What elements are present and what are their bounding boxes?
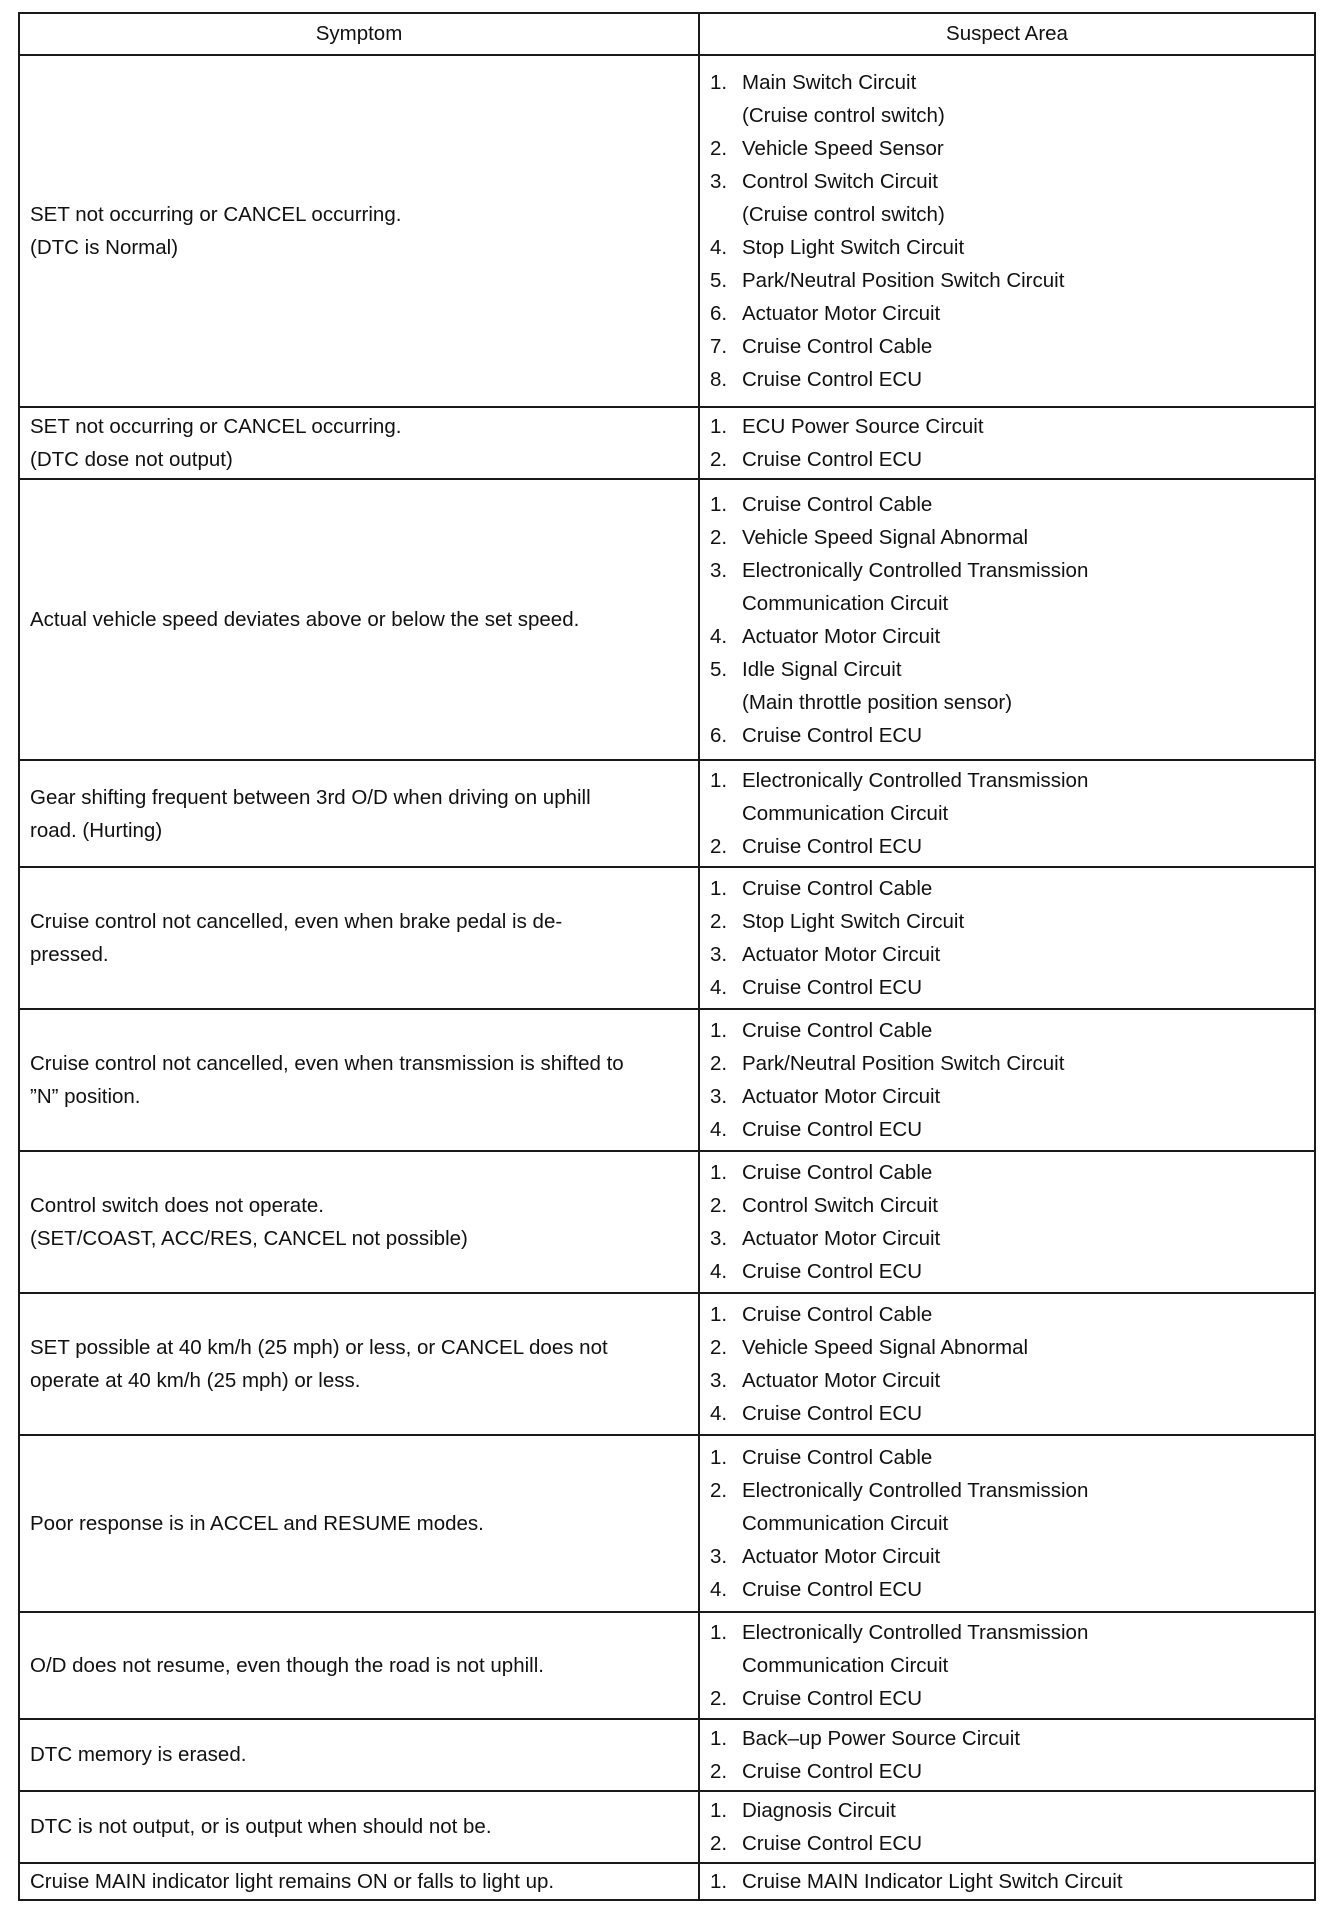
symptom-cell <box>19 407 699 479</box>
symptom-cell <box>19 760 699 867</box>
suspect-list-item <box>710 330 1304 363</box>
table-row <box>19 479 1315 761</box>
symptom-text: SET not occurring or CANCEL occurring. <box>30 414 402 438</box>
suspect-item-text: Cruise Control ECU <box>742 1402 922 1426</box>
suspect-item-number: 1. <box>710 769 728 793</box>
suspect-list-item <box>710 363 1304 396</box>
suspect-item-text: Cruise MAIN Indicator Light Switch Circuit <box>742 1869 1123 1893</box>
suspect-area-cell <box>699 1863 1315 1900</box>
suspect-item-number: 2. <box>710 835 728 859</box>
table-row <box>19 760 1315 867</box>
suspect-list-item <box>710 1397 1304 1430</box>
suspect-item-number: 2. <box>710 1336 728 1360</box>
suspect-item-subtext: (Cruise control switch) <box>742 202 945 226</box>
suspect-area-cell <box>699 1791 1315 1863</box>
suspect-area-cell <box>699 1009 1315 1151</box>
suspect-item-number: 1. <box>710 1726 728 1750</box>
suspect-list-item <box>710 1441 1304 1474</box>
suspect-list-item <box>710 1722 1304 1755</box>
suspect-item-text: Cruise Control Cable <box>742 1303 933 1327</box>
suspect-item-text: Electronically Controlled Transmission <box>742 1620 1089 1644</box>
suspect-item-text: Control Switch Circuit <box>742 1194 938 1218</box>
suspect-item-number: 5. <box>710 657 728 681</box>
symptom-text: ”N” position. <box>30 1085 141 1109</box>
suspect-item-text: Cruise Control ECU <box>742 367 922 391</box>
symptom-text: Cruise control not cancelled, even when transmission is shifted to <box>30 1052 624 1076</box>
suspect-list-item <box>710 971 1304 1004</box>
table-row <box>19 867 1315 1009</box>
suspect-item-subtext: (Cruise control switch) <box>742 103 945 127</box>
suspect-item-number: 7. <box>710 334 728 358</box>
suspect-list-item <box>710 1755 1304 1788</box>
suspect-list-item <box>710 1298 1304 1331</box>
symptom-text: DTC is not output, or is output when should not be. <box>30 1815 492 1839</box>
suspect-item-text: Cruise Control ECU <box>742 835 922 859</box>
symptom-text: Cruise MAIN indicator light remains ON or falls to light up. <box>30 1869 555 1893</box>
header-row <box>19 13 1315 55</box>
symptom-cell <box>19 1612 699 1719</box>
header-symptom: Symptom <box>19 13 699 55</box>
suspect-list-item <box>710 1014 1304 1047</box>
symptom-cell <box>19 1719 699 1791</box>
symptom-text: (DTC dose not output) <box>30 447 233 471</box>
suspect-list-item <box>710 719 1304 752</box>
suspect-item-number: 3. <box>710 558 728 582</box>
table-body <box>19 55 1315 1900</box>
suspect-item-subtext: Communication Circuit <box>742 802 949 826</box>
suspect-item-text: Cruise Control ECU <box>742 1686 922 1710</box>
suspect-list-item <box>710 1474 1304 1507</box>
suspect-item-number: 3. <box>710 943 728 967</box>
suspect-list-item <box>710 410 1304 443</box>
suspect-area-cell <box>699 1612 1315 1719</box>
suspect-item-number: 4. <box>710 624 728 648</box>
suspect-list-item <box>710 1113 1304 1146</box>
symptom-cell <box>19 867 699 1009</box>
suspect-area-cell <box>699 867 1315 1009</box>
suspect-item-text: Cruise Control ECU <box>742 1118 922 1142</box>
symptom-cell <box>19 55 699 407</box>
suspect-item-number: 2. <box>710 1478 728 1502</box>
suspect-item-text: Cruise Control ECU <box>742 1831 922 1855</box>
symptom-text: SET possible at 40 km/h (25 mph) or less, or CANCEL does not <box>30 1336 608 1360</box>
symptom-text: (DTC is Normal) <box>30 235 179 259</box>
suspect-item-text: Vehicle Speed Sensor <box>742 136 944 160</box>
suspect-list-item <box>710 443 1304 476</box>
suspect-area-cell <box>699 1719 1315 1791</box>
suspect-item-text: Vehicle Speed Signal Abnormal <box>742 525 1029 549</box>
suspect-item-number: 2. <box>710 1831 728 1855</box>
suspect-list-item <box>710 653 1304 686</box>
suspect-item-number: 3. <box>710 169 728 193</box>
suspect-item-number: 2. <box>710 1686 728 1710</box>
suspect-area-cell <box>699 1151 1315 1293</box>
symptom-cell <box>19 1009 699 1151</box>
suspect-list-item <box>710 872 1304 905</box>
suspect-item-subtext: Communication Circuit <box>742 1653 949 1677</box>
table-row <box>19 1151 1315 1293</box>
suspect-item-number: 6. <box>710 301 728 325</box>
suspect-item-number: 4. <box>710 976 728 1000</box>
suspect-list-item <box>710 488 1304 521</box>
symptom-text: (SET/COAST, ACC/RES, CANCEL not possible) <box>30 1227 468 1251</box>
suspect-item-number: 1. <box>710 1303 728 1327</box>
suspect-list-item <box>710 554 1304 587</box>
table-row <box>19 1009 1315 1151</box>
suspect-item-text: Cruise Control ECU <box>742 1577 922 1601</box>
symptom-text: SET not occurring or CANCEL occurring. <box>30 202 402 226</box>
suspect-item-number: 1. <box>710 492 728 516</box>
suspect-list-item <box>710 66 1304 99</box>
suspect-list-item <box>710 1616 1304 1649</box>
suspect-area-cell <box>699 407 1315 479</box>
suspect-item-text: Cruise Control Cable <box>742 1161 933 1185</box>
suspect-item-text: Electronically Controlled Transmission <box>742 769 1089 793</box>
suspect-item-number: 1. <box>710 1798 728 1822</box>
suspect-item-number: 4. <box>710 1260 728 1284</box>
suspect-item-number: 4. <box>710 1577 728 1601</box>
suspect-item-text: ECU Power Source Circuit <box>742 414 984 438</box>
suspect-item-text: Actuator Motor Circuit <box>742 1369 941 1393</box>
symptom-text: operate at 40 km/h (25 mph) or less. <box>30 1369 361 1393</box>
symptom-text: O/D does not resume, even though the road is not uphill. <box>30 1653 544 1677</box>
suspect-item-number: 2. <box>710 136 728 160</box>
suspect-item-text: Cruise Control ECU <box>742 447 922 471</box>
suspect-list-item <box>710 1080 1304 1113</box>
header-suspect-area: Suspect Area <box>699 13 1315 55</box>
suspect-area-cell <box>699 760 1315 867</box>
symptom-text: Control switch does not operate. <box>30 1194 324 1218</box>
symptom-cell <box>19 1293 699 1435</box>
symptom-text: Gear shifting frequent between 3rd O/D when driving on uphill <box>30 785 591 809</box>
suspect-area-cell <box>699 55 1315 407</box>
suspect-item-text: Cruise Control Cable <box>742 1019 933 1043</box>
suspect-item-number: 1. <box>710 1161 728 1185</box>
suspect-list-item <box>710 264 1304 297</box>
suspect-item-text: Cruise Control Cable <box>742 877 933 901</box>
table-row <box>19 1612 1315 1719</box>
suspect-item-text: Actuator Motor Circuit <box>742 1227 941 1251</box>
suspect-list-item <box>710 1865 1304 1898</box>
suspect-item-number: 4. <box>710 1402 728 1426</box>
suspect-item-text: Cruise Control ECU <box>742 976 922 1000</box>
suspect-item-text: Actuator Motor Circuit <box>742 1085 941 1109</box>
symptom-cell <box>19 1435 699 1612</box>
suspect-item-number: 1. <box>710 414 728 438</box>
suspect-item-number: 1. <box>710 1620 728 1644</box>
suspect-item-number: 1. <box>710 1445 728 1469</box>
suspect-list-item <box>710 764 1304 797</box>
suspect-item-number: 2. <box>710 447 728 471</box>
suspect-item-number: 5. <box>710 268 728 292</box>
suspect-item-number: 4. <box>710 235 728 259</box>
symptom-text: pressed. <box>30 943 109 967</box>
suspect-item-number: 3. <box>710 1544 728 1568</box>
suspect-list-item <box>710 297 1304 330</box>
suspect-list-item <box>710 905 1304 938</box>
suspect-list-item <box>710 1682 1304 1715</box>
suspect-list-item <box>710 165 1304 198</box>
suspect-item-text: Cruise Control Cable <box>742 492 933 516</box>
symptom-text: Cruise control not cancelled, even when brake pedal is de- <box>30 910 563 934</box>
suspect-item-text: Main Switch Circuit <box>742 70 917 94</box>
suspect-list-item <box>710 1573 1304 1606</box>
suspect-list-item <box>710 1794 1304 1827</box>
suspect-list-item <box>710 1255 1304 1288</box>
suspect-list-item <box>710 1156 1304 1189</box>
suspect-item-number: 1. <box>710 1869 728 1893</box>
suspect-area-cell <box>699 479 1315 761</box>
table-row <box>19 1293 1315 1435</box>
suspect-item-number: 2. <box>710 525 728 549</box>
suspect-item-number: 3. <box>710 1369 728 1393</box>
table-row <box>19 1863 1315 1900</box>
suspect-list-item <box>710 1540 1304 1573</box>
suspect-item-number: 3. <box>710 1227 728 1251</box>
suspect-item-text: Actuator Motor Circuit <box>742 301 941 325</box>
suspect-item-text: Idle Signal Circuit <box>742 657 902 681</box>
suspect-item-number: 3. <box>710 1085 728 1109</box>
suspect-list-item <box>710 1331 1304 1364</box>
suspect-item-text: Electronically Controlled Transmission <box>742 558 1089 582</box>
symptom-cell <box>19 479 699 761</box>
suspect-item-text: Control Switch Circuit <box>742 169 938 193</box>
symptom-text: DTC memory is erased. <box>30 1743 247 1767</box>
suspect-list-item <box>710 1222 1304 1255</box>
suspect-item-text: Vehicle Speed Signal Abnormal <box>742 1336 1029 1360</box>
suspect-item-text: Cruise Control ECU <box>742 1260 922 1284</box>
suspect-item-text: Back–up Power Source Circuit <box>742 1726 1021 1750</box>
suspect-item-number: 1. <box>710 1019 728 1043</box>
suspect-item-number: 2. <box>710 1194 728 1218</box>
suspect-item-text: Electronically Controlled Transmission <box>742 1478 1089 1502</box>
troubleshooting-table <box>18 12 1316 1901</box>
table-row <box>19 1435 1315 1612</box>
table-row <box>19 407 1315 479</box>
suspect-item-text: Actuator Motor Circuit <box>742 943 941 967</box>
suspect-item-text: Diagnosis Circuit <box>742 1798 896 1822</box>
symptom-text: Actual vehicle speed deviates above or below the set speed. <box>30 608 580 631</box>
suspect-list-item <box>710 1827 1304 1860</box>
suspect-item-subtext: Communication Circuit <box>742 591 949 615</box>
symptom-cell <box>19 1863 699 1900</box>
symptom-cell <box>19 1791 699 1863</box>
table-row <box>19 55 1315 407</box>
suspect-item-number: 2. <box>710 1052 728 1076</box>
suspect-item-number: 8. <box>710 367 728 391</box>
suspect-item-text: Actuator Motor Circuit <box>742 1544 941 1568</box>
symptom-text: road. (Hurting) <box>30 818 163 842</box>
suspect-area-cell <box>699 1293 1315 1435</box>
suspect-item-text: Cruise Control Cable <box>742 334 933 358</box>
suspect-item-text: Cruise Control ECU <box>742 1759 922 1783</box>
suspect-list-item <box>710 521 1304 554</box>
suspect-list-item <box>710 620 1304 653</box>
suspect-item-text: Actuator Motor Circuit <box>742 624 941 648</box>
suspect-item-number: 2. <box>710 1759 728 1783</box>
suspect-list-item <box>710 938 1304 971</box>
symptom-cell <box>19 1151 699 1293</box>
table-row <box>19 1719 1315 1791</box>
suspect-item-subtext: (Main throttle position sensor) <box>742 690 1013 714</box>
suspect-item-text: Cruise Control ECU <box>742 723 922 747</box>
suspect-item-text: Park/Neutral Position Switch Circuit <box>742 1052 1065 1076</box>
suspect-item-text: Park/Neutral Position Switch Circuit <box>742 268 1065 292</box>
suspect-item-subtext: Communication Circuit <box>742 1511 949 1535</box>
suspect-list-item <box>710 231 1304 264</box>
suspect-item-number: 1. <box>710 877 728 901</box>
suspect-list-item <box>710 1189 1304 1222</box>
suspect-list-item <box>710 830 1304 863</box>
suspect-item-number: 6. <box>710 723 728 747</box>
suspect-item-text: Cruise Control Cable <box>742 1445 933 1469</box>
suspect-item-text: Stop Light Switch Circuit <box>742 235 965 259</box>
suspect-item-number: 4. <box>710 1118 728 1142</box>
suspect-area-cell <box>699 1435 1315 1612</box>
suspect-list-item <box>710 132 1304 165</box>
suspect-item-number: 1. <box>710 70 728 94</box>
suspect-list-item <box>710 1364 1304 1397</box>
suspect-list-item <box>710 1047 1304 1080</box>
symptom-text: Poor response is in ACCEL and RESUME modes. <box>30 1511 484 1535</box>
suspect-item-number: 2. <box>710 910 728 934</box>
suspect-item-text: Stop Light Switch Circuit <box>742 910 965 934</box>
table-row <box>19 1791 1315 1863</box>
